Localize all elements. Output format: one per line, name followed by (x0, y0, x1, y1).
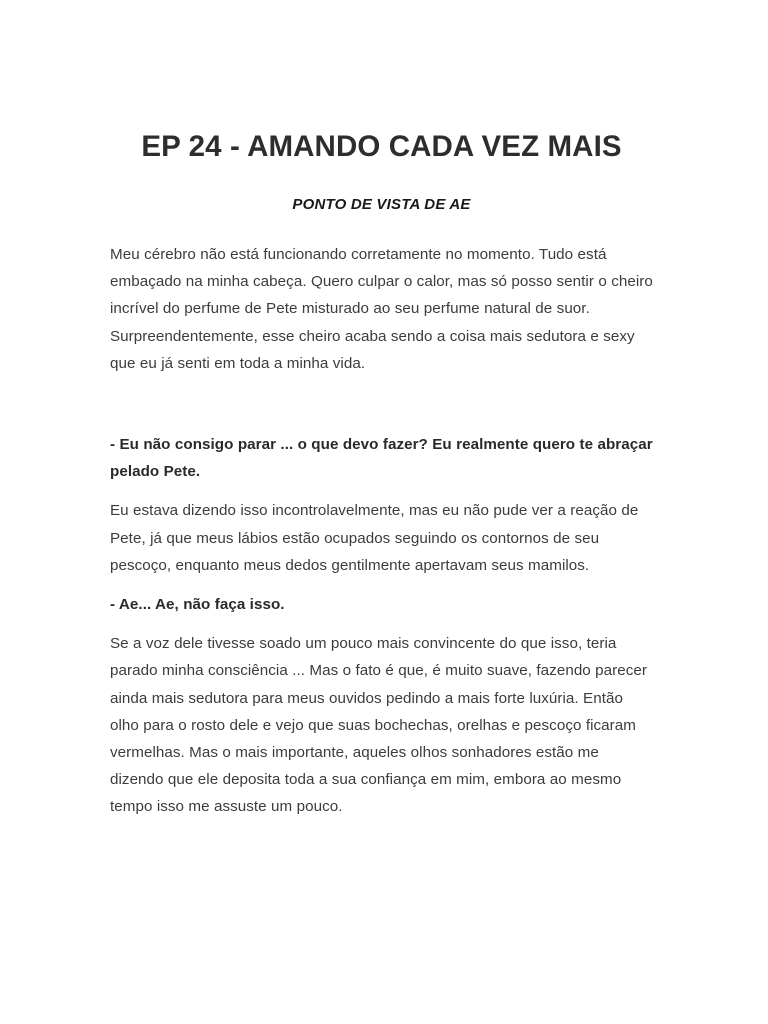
body-paragraph: Meu cérebro não está funcionando corretamente no momento. Tudo está embaçado na minha cabeça. Quero culpar o calor, mas só posso sentir o cheiro incrível do perfume de Pete misturado ao seu perfume natural de suor. Surpreendentemente, esse cheiro acaba sendo a coisa mais sedutora e sexy que eu já senti em toda a minha vida. (110, 246, 653, 372)
document-text-column (110, 0, 653, 821)
dialogue-paragraph: - Ae... Ae, não faça isso. (110, 596, 285, 614)
body-paragraph: Se a voz dele tivesse soado um pouco mais convincente do que isso, teria parado minha consciência ... Mas o fato é que, é muito suave, fazendo parecer ainda mais sedutora para meus ouvidos pedindo a mais forte luxúria. Então olho para o rosto dele e vejo que suas bochechas, orelhas e pescoço ficaram vermelhas. Mas o mais importante, aqueles olhos sonhadores estão me dizendo que ele deposita toda a sua confiança em mim, embora ao mesmo tempo isso me assuste um pouco. (110, 635, 648, 816)
paragraph-spacer (110, 377, 653, 431)
dialogue-paragraph: - Eu não consigo parar ... o que devo fazer? Eu realmente quero te abraçar pelado Pete. (110, 436, 653, 481)
body-paragraph: Eu estava dizendo isso incontrolavelmente, mas eu não pude ver a reação de Pete, já que meus lábios estão ocupados seguindo os contornos de seu pescoço, enquanto meus dedos gentilmente apertavam seus mamilos. (110, 502, 639, 574)
page-title: EP 24 - AMANDO CADA VEZ MAIS (141, 130, 622, 163)
document-subtitle: PONTO DE VISTA DE AE (292, 196, 471, 213)
